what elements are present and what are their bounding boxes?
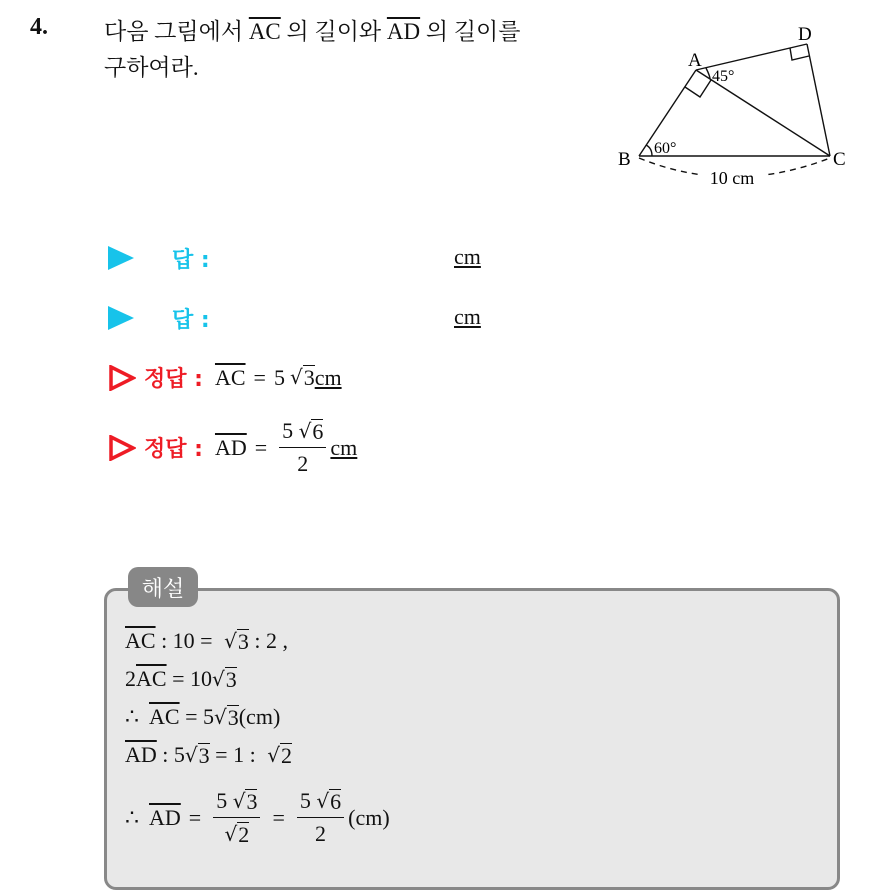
fraction: 5 √ 3 √ 2	[213, 788, 260, 847]
answer-label: 답 :	[172, 247, 210, 273]
unit-cm: cm	[314, 364, 342, 390]
explanation-line-2: 2 $\overline{AC}$ = 10 √ 3	[125, 666, 237, 692]
solution-row-ad: 정답 : $\overline{AD}$ = 5 √ 6 2 cm	[108, 418, 357, 477]
answer-unit: cm	[454, 244, 481, 269]
solution-label: 정답 :	[144, 367, 203, 392]
solution-label: 정답 :	[144, 437, 203, 462]
segment-ac: $\overline{AC}$	[214, 364, 246, 390]
fraction: 5 √ 6 2	[297, 788, 344, 847]
side-ad	[696, 44, 807, 70]
outline-arrow-icon	[108, 365, 136, 391]
question-text	[104, 14, 624, 86]
answer-row-2	[108, 298, 481, 338]
outline-arrow-icon	[108, 435, 136, 461]
fraction: 5 √ 6 2	[279, 418, 326, 477]
question-line-1: 다음 그림에서 $\overline{AC}$ 의 길이와 $\overline{AD}$ 의 길이를	[104, 19, 521, 44]
question-line-2: 구하여라.	[104, 55, 199, 80]
label-b: B	[618, 149, 631, 170]
question-number: 4.	[30, 14, 48, 40]
explanation-line-3: ∴ $\overline{AC}$ = 5 √ 3 (cm)	[125, 704, 281, 730]
explanation-line-4: $\overline{AD}$ : 5 √ 3 = 1 : √ 2	[125, 742, 292, 768]
sqrt-3: √ 3	[289, 365, 315, 391]
segment-ac: $\overline{AC}$	[248, 19, 281, 44]
label-c: C	[833, 149, 846, 170]
angle-b-label: 60°	[654, 140, 677, 157]
explanation-tag: 해설	[128, 567, 198, 607]
play-arrow-icon	[108, 246, 134, 270]
geometry-figure	[612, 18, 872, 203]
right-angle-d	[790, 48, 809, 60]
solution-row-ac: 정답 : $\overline{AC}$ = 5 √ 3 cm	[108, 362, 342, 393]
explanation-line-1: $\overline{AC}$ : 10 = √ 3 : 2 ,	[125, 628, 288, 654]
right-angle-a	[685, 80, 711, 97]
explanation-line-5: ∴ $\overline{AD}$ = 5 √ 3 √ 2 = 5 √ 6 2 (cm)	[125, 788, 390, 847]
angle-a-label: 45°	[712, 68, 735, 85]
answer-row-1	[108, 238, 481, 278]
label-a: A	[688, 50, 702, 71]
answer-unit: cm	[454, 304, 481, 329]
unit-cm: cm	[330, 434, 358, 460]
segment-ad: $\overline{AD}$	[386, 19, 421, 44]
play-arrow-icon	[108, 306, 134, 330]
angle-arc-b	[646, 145, 652, 156]
segment-ad: $\overline{AD}$	[214, 434, 247, 460]
base-length-label: 10 cm	[709, 168, 755, 188]
label-d: D	[798, 24, 812, 45]
side-dc	[807, 44, 830, 156]
answer-label: 답 :	[172, 307, 210, 333]
